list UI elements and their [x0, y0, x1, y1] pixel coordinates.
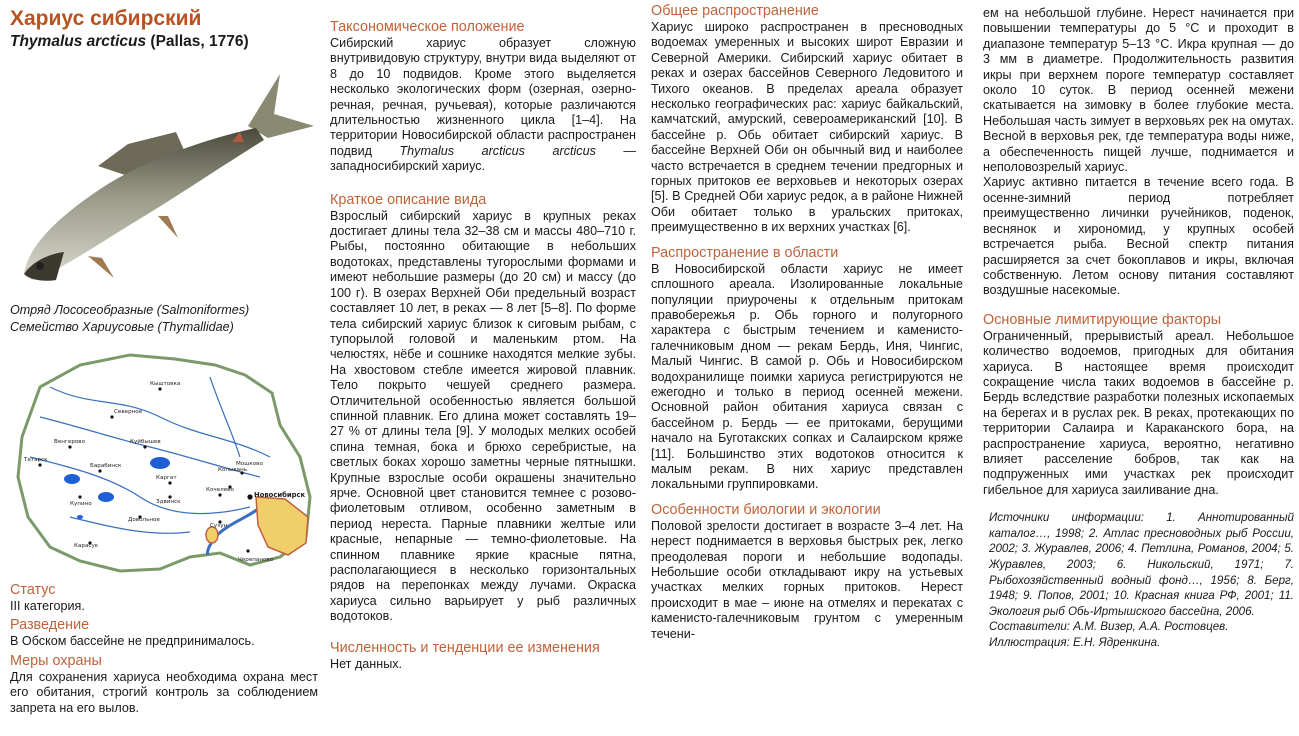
column-2 [330, 0, 636, 672]
map-label: Куйбышев [130, 439, 161, 445]
breeding-text: В Обском бассейне не предпринималось. [10, 634, 255, 649]
status-heading: Статус [10, 582, 56, 598]
general-distribution-heading: Общее распространение [651, 3, 819, 19]
feeding-text: Хариус активно питается в течение всего года. В осенне-зимний период потребляет преимущественно личинки ручейников, поденок, веснянок и хирономид, у крупных особей встречается рыба. Весной спектр питания расширяется за счет бокоплавов и икры, включая собственную. Летом основу питания составляют воздушные насекомые. [983, 175, 1294, 298]
map-label: Колывань [218, 467, 248, 473]
column-3 [651, 0, 963, 642]
limiting-factors-text: Ограниченный, прерывистый ареал. Небольшое количество водоемов, пригодных для обитания хариуса. В настоящее время происходит сокращение числа таких водоемов в бассейне р. Бердь вследствие разработки полезных ископаемых на берегах и в руслах рек. В реках, протекающих по территории Салаира и Караканского бора, на распространение хариуса, вероятно, негативно влияет расселение бобров, так как на подпруженных ими участках рек происходит гибельное для хариуса заиливание дна. [983, 328, 1294, 497]
description-heading: Краткое описание вида [330, 191, 487, 208]
sources-text: Источники информации: 1. Аннотированный каталог…, 1998; 2. Атлас пресноводных рыб России, 2002; 3. Журавлев, 2006; 4. Петлина, Романов, 2004; 5. Журавлев, 2003; 6. Никольский, 1971; 7. Рыбохозяйственный водный фонд…, 1956; 8. Берг, 1948; 9. Попов, 2001; 10. Красная книга РФ, 2001; 11. Экология рыб Обь-Иртышского бассейна, 2006. [989, 511, 1294, 618]
measures-text: Для сохранения хариуса необходима охрана мест его обитания, строгий контроль за соблюдением запрета на его вылов. [10, 669, 318, 715]
distribution-map [10, 347, 318, 575]
map-label: Барабинск [90, 463, 122, 469]
page-title: Хариус сибирский [10, 7, 202, 30]
limiting-factors-heading: Основные лимитирующие факторы [983, 311, 1222, 328]
map-label: Здвинск [156, 499, 181, 505]
map-label: Кыштовка [150, 381, 181, 387]
description-text: Взрослый сибирский хариус в крупных реках достигает длины тела 32–38 см и массы 480–710 г. Рыбы, постоянно обитающие в небольших водотоках, представлены тугорослыми формами и имеют небольшие размеры (до 20 см) и массу (до 100 г). В озерах Верхней Оби предельный возраст составляет 10 лет, в реках — 8 лет [5–8]. По форме тела сибирский хариус близок к сиговым рыбам, с тупорылой головой и маленьким ртом. На челюстях, нёбе и сошнике находятся мелкие зубы. На хвостовом стебле имеется жировой плавник. Тело покрыто чешуей среднего размера. Отличительной особенностью является большой спинной плавник. Его длина может составлять 19–27 % от длины тела [9]. У молодых мелких особей спина темная, бока и брюхо серебристые, на светлых боках хорошо заметны черные пятнышки. Крупные взрослые особи окрашены значительно ярче. Основной цвет становится темнее с розово-фиолетовым отливом, особенно заметным в период нереста. Парные плавники желтые или красные, непарные — темно-фиолетовые. На спинном плавнике яркие красные пятна, располагающиеся в несколько горизонтальных рядов на перепонках между лучами. Окраска хариуса сильно варьирует у рыб различных водотоков. [330, 208, 636, 624]
map-label: Довольное [128, 517, 160, 523]
biology-heading: Особенности биологии и экологии [651, 501, 881, 518]
taxonomy-text-part1: Сибирский хариус образует сложную внутривидовую структуру, внутри вида выделяют от 8 до 10 подвидов. Кроме этого выделяется несколько экологических форм (озерная, озерно-речная, речная, ручьевая), которые различаются длительностью жизненного цикла [1–4]. На территории Новосибирской области распространен подвид [330, 36, 636, 158]
taxonomy-labels [10, 302, 310, 336]
biology-text-continued: ем на небольшой глубине. Нерест начинается при повышении температуры до 5 °С и проходит в диапазоне температур 5–13 °С. Икра крупная — до 3 мм в диаметре. Продолжительность развития икры при верхнем пороге температур составляет около 10 суток. В период осенней межени скатывается на зимовку в более глубокие места. Небольшая часть зимует в верховьях рек на омутах. Весной в верховья рек, где температура воды ниже, а обеспеченность пищей лучше, поднимается и неполовозрелый хариус. [983, 6, 1294, 175]
regional-distribution-text: В Новосибирской области хариус не имеет сплошного ареала. Изолированные локальные популяции приурочены к отдельным притокам правобережья р. Обь горного и полугорного характера с быстрым течением и каменисто-галечниковым дном — рекам Бердь, Иня, Чингис, Малый Чингис. В самой р. Обь и Новосибирском водохранилище поимки хариуса регистрируются не ежегодно и только в период осенней межени. Основной район обитания хариуса связан с бассейном р. Бердь — ее притоками, берущими начало на Буготакских сопках и Салаирском кряже [11]. Большинство этих водотоков относится к малым рекам. В них хариус представлен локальными группировками. [651, 261, 963, 492]
map-label: Каргат [156, 475, 177, 481]
map-label: Мошково [236, 461, 263, 467]
general-distribution-text: Хариус широко распространен в пресноводных водоемах умеренных и высоких широт Евразии и Северной Америки. Сибирский хариус обитает в реках и озерах бассейнов Северного Ледовитого и Тихого океанов. В пределах ареала образует несколько географических рас: хариус байкальский, камчатский, амурский, североамериканский [10]. В бассейне р. Обь обитает сибирский хариус. В бассейне Верхней Оби он обычный вид и наиболее часто встречается в среднем течении предгорных и горных притоков ее верховьев и некоторых озерах [5]. В Средней Оби хариус редок, а в районе Нижней Оби обитает только в уральских притоках, преимущественно в их верхних участках [6]. [651, 20, 963, 235]
map-label: Купино [70, 501, 92, 507]
illustration-credit: Иллюстрация: Е.Н. Ядренкина. [989, 635, 1161, 649]
taxonomy-heading: Таксономическое положение [330, 19, 525, 35]
map-label: Сузун [210, 523, 228, 529]
latin-author: (Pallas, 1776) [150, 33, 249, 50]
map-label: Кочелево [206, 487, 234, 493]
column-4 [983, 0, 1294, 651]
status-text: III категория. [10, 599, 85, 613]
compilers-text: Составители: А.М. Визер, А.А. Ростовцев. [989, 620, 1229, 634]
taxonomy-text [330, 36, 636, 175]
order-label: Отряд Лососеобразные (Salmoniformes) [10, 303, 250, 317]
fish-illustration [18, 66, 318, 298]
map-label: Черепаново [238, 557, 274, 563]
breeding-heading: Разведение [10, 617, 90, 634]
population-text: Нет данных. [330, 656, 403, 671]
biology-text: Половой зрелости достигает в возрасте 3–4 лет. На нерест поднимается в верховья быстрых рек, легко преодолевая пороги и небольшие водопады. Небольшие особи откладывают икру на устьевых участках мелких горных притоков. Нерест происходит в мае – июне на отмелях и перекатах с каменисто-галечниковым грунтом с умеренным течени- [651, 518, 963, 641]
map-label: Новосибирск [254, 491, 306, 499]
map-label: Венгерово [54, 439, 86, 445]
latin-binomial: Thymalus arcticus [10, 33, 147, 50]
family-label: Семейство Хариусовые (Thymallidae) [10, 320, 234, 334]
measures-heading: Меры охраны [10, 652, 102, 669]
map-label: Северное [114, 409, 143, 415]
taxonomy-text-part2: — западносибирский хариус. [330, 143, 636, 174]
population-heading: Численность и тенденции ее изменения [330, 639, 600, 656]
regional-distribution-heading: Распространение в области [651, 244, 839, 261]
latin-name [10, 32, 318, 52]
sources-block [983, 510, 1294, 650]
left-bottom-sections [10, 579, 318, 716]
map-label: Карасук [74, 543, 99, 549]
taxonomy-text-latin: Thymalus arcticus arcticus [399, 143, 596, 158]
map-label: Татарск [24, 457, 48, 463]
